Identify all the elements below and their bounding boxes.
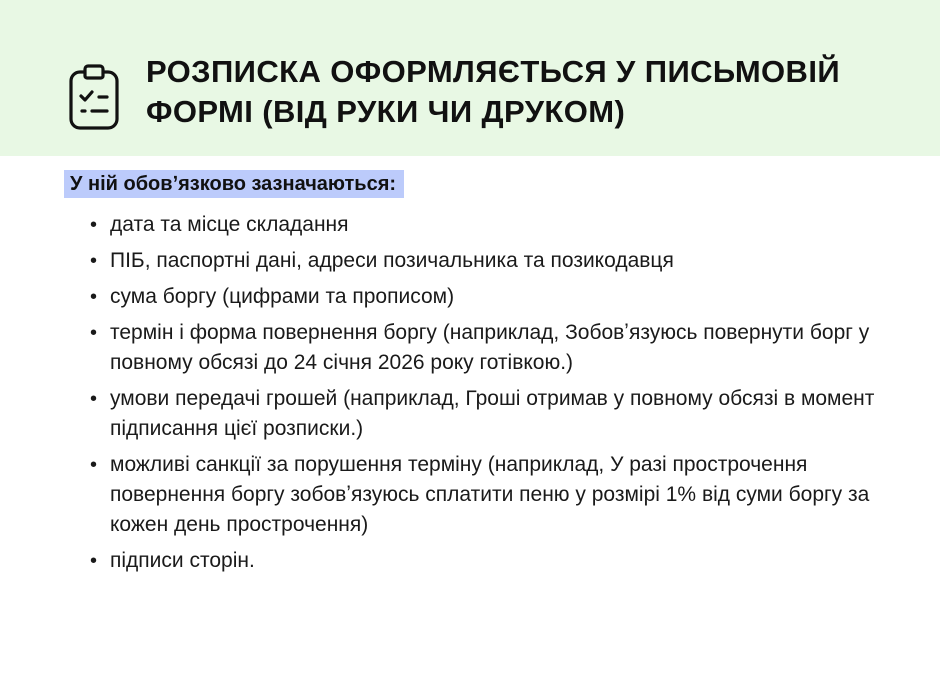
requirements-list (88, 210, 878, 582)
bullet-icon: • (90, 214, 98, 236)
list-item (88, 384, 878, 444)
list-item-text: можливі санкції за порушення терміну (наприклад, У разі прострочення повернення боргу зобовʼязуюсь сплатити пеню у розмірі 1% від суми боргу за кожен день прострочення) (110, 453, 870, 536)
list-item (88, 210, 878, 240)
list-item-text: дата та місце складання (110, 213, 349, 236)
bullet-icon: • (90, 454, 98, 476)
list-item (88, 318, 878, 378)
list-item-text: сума боргу (цифрами та прописом) (110, 285, 455, 308)
section-subtitle: У ній обовʼязково зазначаються: (64, 170, 404, 198)
clipboard-checklist-icon (66, 64, 122, 132)
list-item (88, 282, 878, 312)
list-item-text: підписи сторін. (110, 549, 255, 572)
list-item-text: умови передачі грошей (наприклад, Гроші отримав у повному обсязі в момент підписання цієї розписки.) (110, 387, 875, 440)
bullet-icon: • (90, 286, 98, 308)
bullet-icon: • (90, 550, 98, 572)
bullet-icon: • (90, 322, 98, 344)
list-item-text: термін і форма повернення боргу (наприклад, Зобовʼязуюсь повернути борг у повному обсязі до 24 січня 2026 року готівкою.) (110, 321, 870, 374)
bullet-icon: • (90, 388, 98, 410)
list-item (88, 450, 878, 540)
list-item (88, 246, 878, 276)
page-title: РОЗПИСКА ОФОРМЛЯЄТЬСЯ У ПИСЬМОВІЙ ФОРМІ (ВІД РУКИ ЧИ ДРУКОМ) (146, 54, 841, 129)
list-item (88, 546, 878, 576)
header-banner (0, 0, 940, 156)
bullet-icon: • (90, 250, 98, 272)
list-item-text: ПІБ, паспортні дані, адреси позичальника та позикодавця (110, 249, 674, 272)
